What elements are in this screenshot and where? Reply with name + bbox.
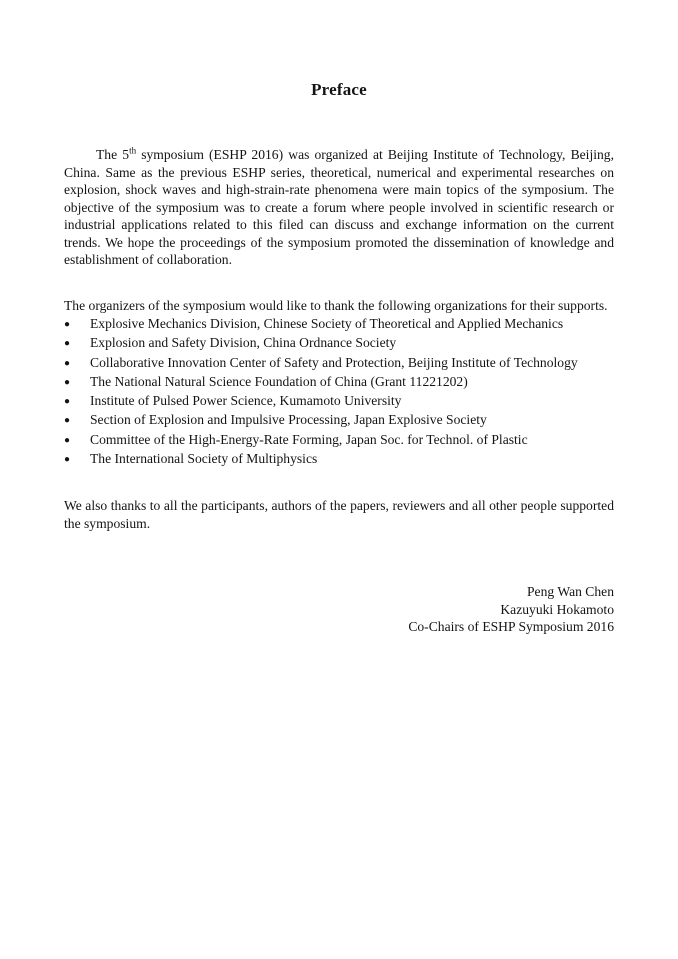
organizers-paragraph: The organizers of the symposium would like to thank the following organizations for their supports. [64, 297, 608, 313]
signature-role: Co-Chairs of ESHP Symposium 2016 [408, 618, 614, 634]
organization-name: The International Society of Multiphysics [90, 451, 318, 467]
bullet-icon: ● [64, 454, 71, 466]
organization-name: The National Natural Science Foundation of China (Grant 11221202) [90, 373, 468, 389]
list-item [64, 373, 614, 392]
list-item [64, 315, 614, 334]
list-item [64, 334, 614, 353]
list-item [64, 411, 614, 430]
intro-text-prefix: The 5 [96, 147, 130, 162]
list-item [64, 392, 614, 411]
bullet-icon: ● [64, 434, 71, 446]
organization-name: Collaborative Innovation Center of Safety and Protection, Beijing Institute of Technology [90, 354, 578, 370]
organization-name: Committee of the High-Energy-Rate Forming, Japan Soc. for Technol. of Plastic [90, 431, 528, 447]
bullet-icon: ● [64, 338, 71, 350]
organization-name: Institute of Pulsed Power Science, Kumamoto University [90, 393, 402, 409]
organizations-list [64, 315, 614, 469]
organization-name: Explosion and Safety Division, China Ordnance Society [90, 335, 397, 351]
bullet-icon: ● [64, 357, 71, 369]
list-item [64, 431, 614, 450]
closing-paragraph: We also thanks to all the participants, authors of the papers, reviewers and all other people supported the symposium. [64, 498, 614, 531]
bullet-icon: ● [64, 415, 71, 427]
intro-paragraph [64, 146, 614, 269]
signature-block [64, 583, 614, 635]
list-item [64, 354, 614, 373]
list-item [64, 450, 614, 469]
organization-name: Section of Explosion and Impulsive Processing, Japan Explosive Society [90, 412, 487, 428]
bullet-icon: ● [64, 319, 71, 330]
intro-text-body: symposium (ESHP 2016) was organized at Beijing Institute of Technology, Beijing, China. Same as the previous ESHP series, theoretical, numerical and experimental researches on explosion, shock waves and high-strain-rate phenomena were main topics of the symposium. The objective of the symposium was to create a forum where people involved in scientific research or industrial applications related to this filed can discuss and exchange information on the current trends. We hope the proceedings of the symposium promoted the dissemination of knowledge and establishment of collaboration. [64, 147, 614, 267]
page-title: Preface [311, 80, 367, 99]
signature-name: Kazuyuki Hokamoto [500, 601, 614, 617]
organization-name: Explosive Mechanics Division, Chinese Society of Theoretical and Applied Mechanics [90, 316, 564, 331]
bullet-icon: ● [64, 376, 71, 388]
ordinal-superscript: th [129, 145, 137, 156]
bullet-icon: ● [64, 396, 71, 408]
signature-name: Peng Wan Chen [526, 584, 614, 600]
